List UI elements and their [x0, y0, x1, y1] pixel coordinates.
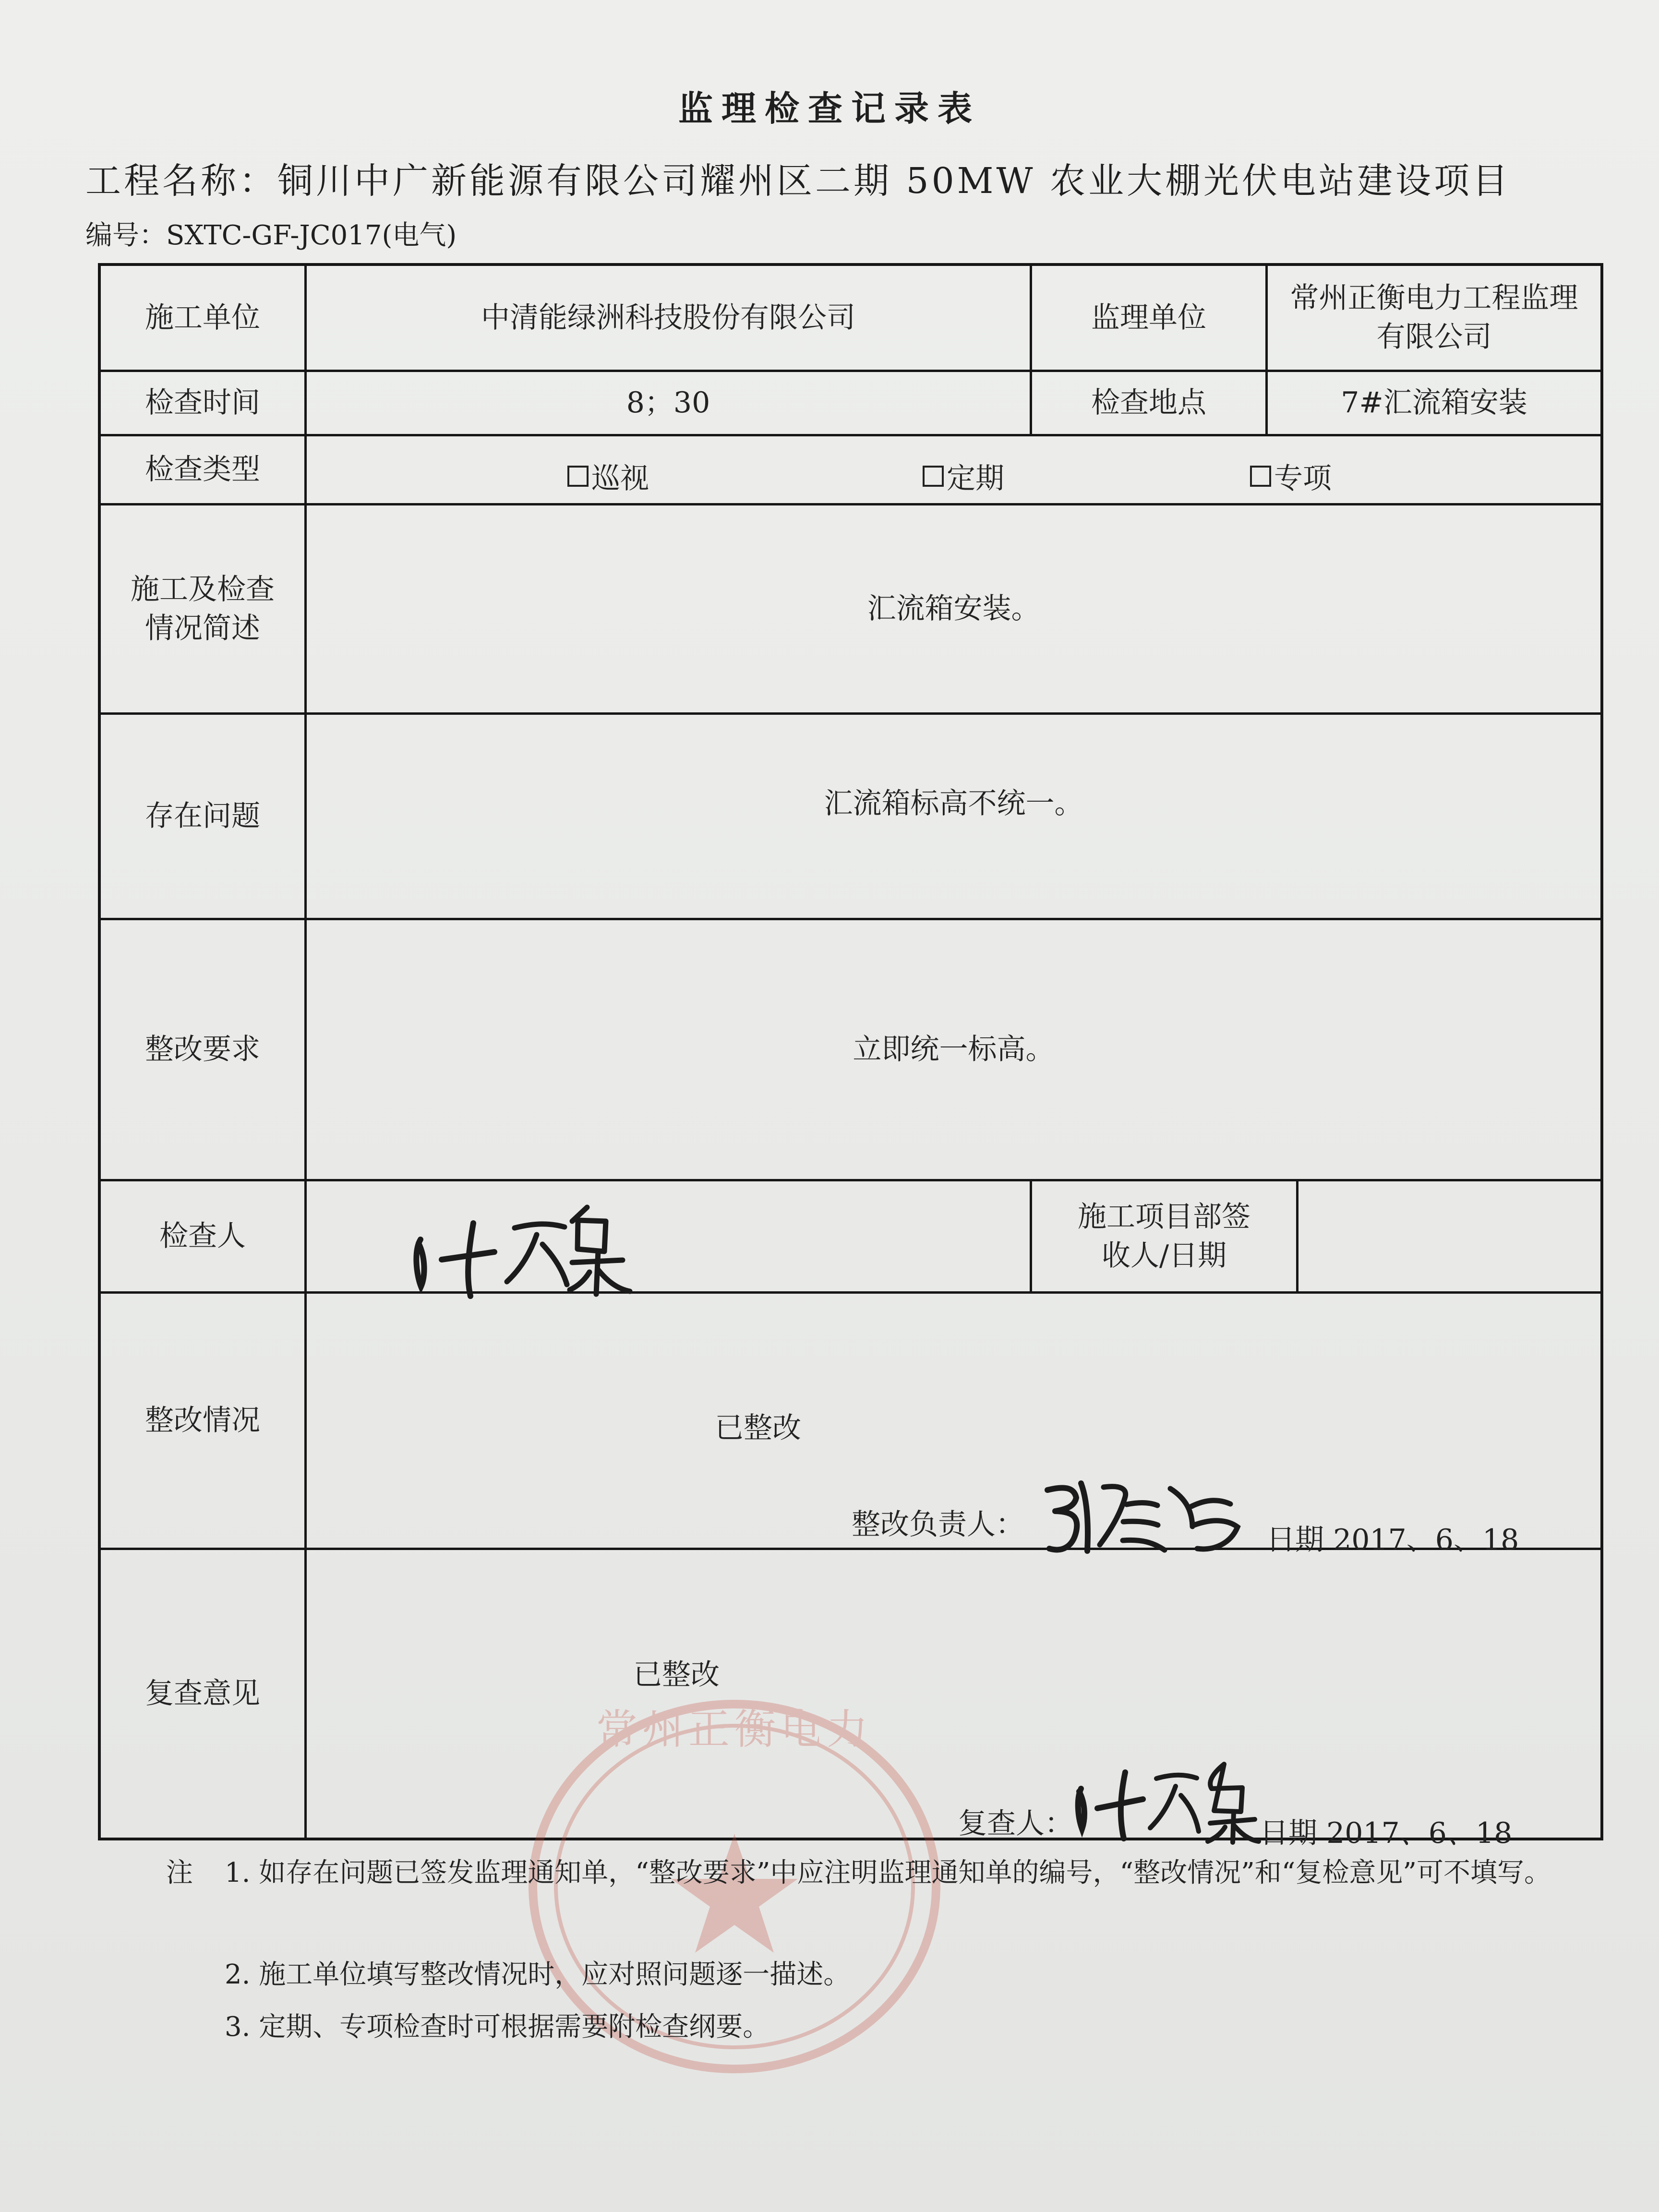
construction-unit-label: 施工单位 — [145, 301, 260, 335]
row-divider-6 — [98, 1179, 1603, 1181]
check-type-special-label: 专项 — [1274, 462, 1332, 495]
seal-text: 常州正衡电力 — [596, 1707, 873, 1753]
note-item-1: 1. 如存在问题已签发监理通知单，“整改要求”中应注明监理通知单的编号，“整改情况”和“复检意见”可不填写。 — [225, 1857, 1551, 1888]
check-type-periodic-label: 定期 — [947, 462, 1004, 495]
rectification-status-label: 整改情况 — [145, 1404, 260, 1437]
check-time-value: 8；30 — [626, 386, 710, 420]
issues-value: 汇流箱标高不统一。 — [824, 786, 1083, 820]
reviewer-label: 复查人： — [958, 1807, 1073, 1840]
review-label: 复查意见 — [145, 1677, 260, 1710]
checkbox-empty-icon[interactable] — [1250, 466, 1271, 487]
note-item-3: 3. 定期、专项检查时可根据需要附检查纲要。 — [225, 2011, 770, 2043]
rectification-status-value: 已整改 — [715, 1411, 801, 1445]
construction-unit-value: 中清能绿洲科技股份有限公司 — [481, 301, 855, 335]
rectification-date: 日期 2017、6、18 — [1266, 1523, 1519, 1557]
rectification-responsible-signature — [1039, 1472, 1245, 1563]
row-divider-2 — [98, 434, 1603, 436]
signoff-label: 施工项目部签收人/日期 — [1078, 1200, 1250, 1273]
project-name-value: 铜川中广新能源有限公司耀州区二期 50MW 农业大棚光伏电站建设项目 — [277, 160, 1511, 202]
rectification-requirement-value: 立即统一标高。 — [853, 1033, 1055, 1066]
check-location-label: 检查地点 — [1091, 386, 1206, 420]
notes-prefix: 注 — [166, 1857, 193, 1888]
form-number-line — [85, 214, 457, 252]
check-type-patrol-label: 巡视 — [591, 462, 649, 495]
rectification-responsible-label: 整改负责人： — [852, 1508, 1024, 1541]
check-type-label: 检查类型 — [145, 453, 260, 486]
inspector-label: 检查人 — [159, 1219, 246, 1253]
check-time-label: 检查时间 — [145, 386, 260, 420]
column-divider-right-signoff — [1296, 1179, 1298, 1294]
inspector-signature — [404, 1200, 644, 1301]
summary-label: 施工及检查情况简述 — [131, 572, 275, 645]
form-number-label: 编号： — [85, 220, 166, 251]
supervision-unit-value: 常州正衡电力工程监理有限公司 — [1290, 281, 1578, 354]
project-name-label: 工程名称： — [85, 160, 277, 202]
summary-value: 汇流箱安装。 — [867, 592, 1040, 625]
reviewer-signature — [1070, 1757, 1262, 1843]
table-border-right — [1600, 263, 1603, 1840]
rectification-requirement-label: 整改要求 — [145, 1033, 260, 1066]
seal-star-icon — [671, 1834, 798, 1953]
review-date: 日期 2017、6、18 — [1260, 1816, 1513, 1850]
project-name-line — [85, 153, 1511, 204]
issues-label: 存在问题 — [145, 799, 260, 833]
check-type-special-option[interactable] — [1250, 457, 1332, 495]
supervision-unit-label: 监理单位 — [1091, 301, 1206, 335]
check-location-value: 7#汇流箱安装 — [1341, 386, 1527, 420]
check-type-periodic-option[interactable] — [923, 457, 1004, 495]
checkbox-empty-icon[interactable] — [567, 466, 589, 487]
review-opinion: 已整改 — [633, 1658, 720, 1692]
check-type-patrol-option[interactable] — [567, 457, 649, 495]
note-item-2: 2. 施工单位填写整改情况时，应对照问题逐一描述。 — [225, 1959, 851, 1990]
form-title: 监理检查记录表 — [678, 88, 981, 129]
form-number-value: SXTC-GF-JC017(电气) — [166, 220, 457, 251]
checkbox-empty-icon[interactable] — [923, 466, 944, 487]
